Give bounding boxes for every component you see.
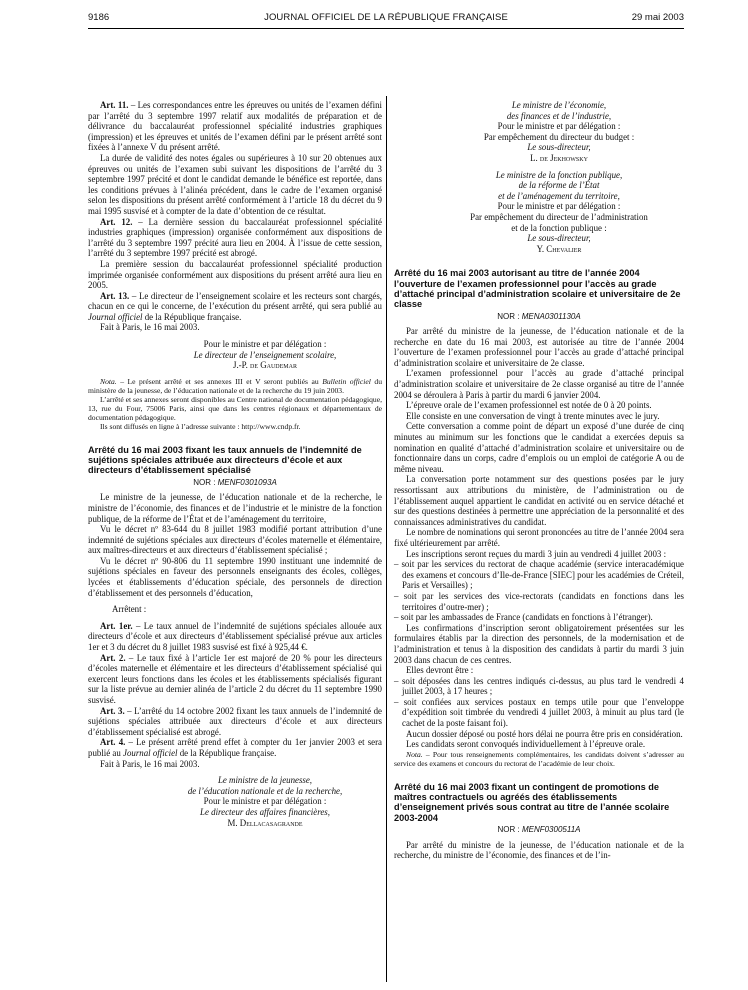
- list-item: – soit par les services du rectorat de chaque académie (service interacadémique des examens et concours d’Ile-de-France [SIEC] pour les académies de Créteil, Paris et Versailles) ;: [394, 559, 684, 591]
- paragraph: Par arrêté du ministre de la jeunesse, de l’éducation nationale et de la recherche, du ministre de l’économie, des finances et de l’in-: [394, 839, 684, 861]
- page-header: [88, 12, 684, 28]
- signature-role: Le sous-directeur,: [527, 233, 591, 244]
- signature-name: M. Dellacasagrande: [227, 817, 303, 828]
- paragraph: Vu le décret nº 83-644 du 8 juillet 1983 modifié portant attribution d’une indemnité de sujétions spéciales aux directeurs d’écoles maternelle et élémentaire, aux maîtres-directeurs et aux directeurs d’établissement spécialisé ;: [88, 524, 382, 556]
- nor-reference: NOR : MENF0301093A: [193, 477, 277, 487]
- signature-role: Le ministre de la fonction publique,: [495, 169, 623, 180]
- signature-delegation: Par empêchement du directeur de l’administration: [470, 211, 648, 222]
- right-column: [394, 100, 684, 861]
- paragraph: L’examen professionnel pour l’accès au grade d’attaché principal d’administration scolaire et universitaire de 2e classe organisé au titre de l’année 2004 se déroulera à Paris à partir du mardi 6 janvier 2004.: [394, 368, 684, 400]
- paragraph: Vu le décret nº 90-806 du 11 septembre 1990 instituant une indemnité de sujétions spéciales en faveur des personnels enseignants des écoles, collèges, lycées et établissements d’éducation spéciale, des personnels de direction d’établissement et des personnels d’éducation,: [88, 555, 382, 598]
- article-4: Art. 4. – Le présent arrêté prend effet à compter du 1er janvier 2003 et sera publié au Journal officiel de la République française.: [88, 737, 382, 758]
- list-item: – soit déposées dans les centres indiqués ci-dessus, au plus tard le vendredi 4 juillet 2003, à 17 heures ;: [394, 675, 684, 697]
- signature-name: Y. Chevalier: [536, 243, 582, 254]
- paragraph: Elle consiste en une conversation de vingt à trente minutes avec le jury.: [406, 410, 660, 421]
- signature-name: J.-P. de Gaudemar: [233, 360, 297, 371]
- article-3: Art. 3. – L’arrêté du 14 octobre 2002 fixant les taux annuels de l’indemnité de sujétions spéciales attribuée aux directeurs d’école et aux directeurs d’établissement spécialisé est abrogé.: [88, 705, 382, 737]
- signature-delegation: Pour le ministre et par délégation :: [497, 201, 621, 212]
- left-column: [88, 100, 382, 828]
- nor-reference: NOR : MENA0301130A: [497, 311, 581, 321]
- paragraph: Par arrêté du ministre de la jeunesse, de l’éducation nationale et de la recherche en date du 16 mai 2003, est autorisée au titre de l’année 2004 l’ouverture de l’examen professionnel pour l’accès au grade d’attaché principal d’administration scolaire et universitaire de 2e classe.: [394, 326, 684, 368]
- signature-role: Le sous-directeur,: [527, 142, 591, 153]
- journal-title: JOURNAL OFFICIEL DE LA RÉPUBLIQUE FRANÇAISE: [264, 12, 508, 23]
- signature-place-date: Fait à Paris, le 16 mai 2003.: [100, 758, 200, 769]
- column-divider: [386, 96, 387, 982]
- paragraph: Elles devront être :: [406, 665, 474, 676]
- list-item: – soit par les ambassades de France (candidats en fonctions à l’étranger).: [394, 612, 653, 623]
- issue-date: 29 mai 2003: [631, 12, 684, 23]
- signature-role: Le directeur de l’enseignement scolaire,: [193, 349, 337, 360]
- nota: Nota. – Pour tous renseignements complémentaires, les candidats doivent s’adresser au service des examens et concours du rectorat de l’académie de leur choix.: [394, 749, 684, 768]
- paragraph: La première session du baccalauréat professionnel spécialité production imprimée organisée conformément aux dispositions du présent arrêté aura lieu en 2005.: [88, 258, 382, 291]
- article-12: Art. 12. – La dernière session du baccalauréat professionnel spécialité industries graphiques (impression) organisée conformément aux dispositions de l’arrêté du 3 septembre 1997 précité aura lieu en 2004. À l’issue de cette session, l’arrêté du 3 septembre 1997 précité est abrogé.: [88, 216, 382, 259]
- nota-line: L’arrêté et ses annexes seront disponibles au Centre national de documentation pédagogique, 13, rue du Four, 75006 Paris, ainsi que dans les centres régionaux et départementaux de documentation pédagogique.: [88, 394, 382, 422]
- signature-role: de la réforme de l’État: [518, 180, 600, 191]
- signature-role: Le ministre de l’économie,: [511, 100, 607, 110]
- article-1: Art. 1er. – Le taux annuel de l’indemnité de sujétions spéciales allouée aux directeurs d’école et aux directeurs d’établissement spécialisé prévue aux articles 1er et 3 du décret du 8 juillet 1983 susvisé est fixé à 925,44 €.: [88, 620, 382, 653]
- signature-delegation: Pour le ministre et par délégation :: [497, 121, 621, 132]
- signature-role: de l’éducation nationale et de la recherche,: [187, 785, 343, 796]
- signature-delegation: et de la fonction publique :: [511, 222, 607, 233]
- page-number: 9186: [88, 12, 110, 23]
- paragraph: Cette conversation a comme point de départ un exposé d’une durée de cinq minutes au minimum sur les fonctions que le candidat a exercées depuis sa nomination en qualité d’attaché d’administration scolaire et universitaire ou de fonctionnaire dans un corps, cadre d’emplois ou un emploi de catégorie A ou de même niveau.: [394, 421, 684, 474]
- signature-role: et de l’aménagement du territoire,: [498, 190, 620, 201]
- list-item: – soit par les services des vice-rectorats (candidats en fonctions dans les territoires d’outre-mer) ;: [394, 590, 684, 612]
- paragraph: La conversation porte notamment sur des questions posées par le jury ressortissant aux attributions du ministère, de l’administration ou de l’établissement auquel appartient le candidat en activité ou en service détaché et sur des questions destinées à permettre une appréciation de la personnalité et des connaissances administratives du candidat.: [394, 474, 684, 527]
- nota-line: Ils sont diffusés en ligne à l’adresse suivante : http://www.cndp.fr.: [100, 421, 301, 431]
- header-rule: [88, 28, 684, 29]
- paragraph: Aucun dossier déposé ou posté hors délai ne pourra être pris en considération.: [406, 728, 683, 739]
- paragraph: La durée de validité des notes égales ou supérieures à 10 sur 20 obtenues aux épreuves ou unités de l’examen subi suivant les dispositions de l’arrêté du 3 septembre 1997 précité et dont le candidat demande le bénéfice est reportée, dans les conditions prévues à l’alinéa précédent, dans le cadre de l’examen organisé selon les dispositions du présent arrêté conformément à l’article 18 du décret du 9 mai 1995 susvisé et à compter de la date d’obtention de ce résultat.: [88, 152, 382, 216]
- paragraph: Les inscriptions seront reçues du mardi 3 juin au vendredi 4 juillet 2003 :: [406, 548, 667, 559]
- paragraph: Le nombre de nominations qui seront prononcées au titre de l’année 2004 sera fixé ultérieurement par arrêté.: [394, 527, 684, 548]
- nor-reference: NOR : MENF0300511A: [497, 825, 581, 835]
- list-item: – soit confiées aux services postaux en temps utile pour que l’enveloppe d’expédition soit timbrée du vendredi 4 juillet 2003, à minuit au plus tard (le cachet de la poste faisant foi).: [394, 696, 684, 729]
- decree-title: Arrêté du 16 mai 2003 fixant un contingent de promotions de maîtres contractuels ou agréés des établissements d’enseignement privés sous contrat au titre de l’année scolaire 2003-2004: [394, 781, 670, 823]
- nota: Nota. – Le présent arrêté et ses annexes III et V seront publiés au Bulletin officiel du ministère de la jeunesse, de l’éducation nationale et de la recherche du 19 juin 2003.: [88, 376, 382, 395]
- signature-name: L. de Jekhowsky: [530, 152, 588, 163]
- signature-role: Le directeur des affaires financières,: [200, 806, 330, 817]
- signature-delegation: Par empêchement du directeur du budget :: [483, 131, 635, 142]
- paragraph: L’épreuve orale de l’examen professionnel est notée de 0 à 20 points.: [406, 400, 652, 411]
- signature-delegation: Pour le ministre et par délégation :: [203, 796, 327, 807]
- signature-delegation: Pour le ministre et par délégation :: [203, 339, 327, 350]
- signature-role: des finances et de l’industrie,: [506, 110, 612, 121]
- article-13: Art. 13. – Le directeur de l’enseignement scolaire et les recteurs sont chargés, chacun en ce qui le concerne, de l’exécution du présent arrêté, qui sera publié au Journal officiel de la République française.: [88, 290, 382, 322]
- signature-role: Le ministre de la jeunesse,: [217, 775, 313, 786]
- article-11: Art. 11. – Les correspondances entre les épreuves ou unités de l’examen défini par l’arrêté du 3 septembre 1997 relatif aux modalités de préparation et de délivrance du baccalauréat professionnel spécialité industries graphiques (impression) et les épreuves et unités de l’examen défini par le présent arrêté sont fixées à l’annexe V du présent arrêté.: [88, 100, 382, 153]
- arretent: Arrêtent :: [112, 604, 147, 615]
- decree-title: Arrêté du 16 mai 2003 fixant les taux annuels de l’indemnité de sujétions spéciales attribuée aux directeurs d’école et aux directeurs d’établissement spécialisé: [88, 444, 362, 476]
- paragraph: Le ministre de la jeunesse, de l’éducation nationale et de la recherche, le ministre de l’économie, des finances et de l’industrie et le ministre de la fonction publique, de la réforme de l’État et de l’aménagement du territoire,: [88, 492, 382, 524]
- signature-place-date: Fait à Paris, le 16 mai 2003.: [100, 322, 200, 333]
- paragraph: Les confirmations d’inscription seront obligatoirement présentées sur les formulaires établis par la direction des personnels, de la modernisation et de l’administration et tenus à la disposition des candidats à partir du mardi 3 juin 2003 dans chacun de ces centres.: [394, 622, 684, 665]
- article-2: Art. 2. – Le taux fixé à l’article 1er est majoré de 20 % pour les directeurs d’écoles maternelle et élémentaire et les directeurs d’établissement spécialisé qui exercent leurs fonctions dans les écoles et les établissements spécialisés figurant sur la liste prévue au dernier alinéa de l’article 2 du décret du 11 septembre 1990 susvisé.: [88, 652, 382, 706]
- decree-title: Arrêté du 16 mai 2003 autorisant au titre de l’année 2004 l’ouverture de l’examen professionnel pour l’accès au grade d’attaché principal d’administration scolaire et universitaire de 2e classe: [394, 268, 681, 310]
- paragraph: Les candidats seront convoqués individuellement à l’épreuve orale.: [406, 739, 646, 750]
